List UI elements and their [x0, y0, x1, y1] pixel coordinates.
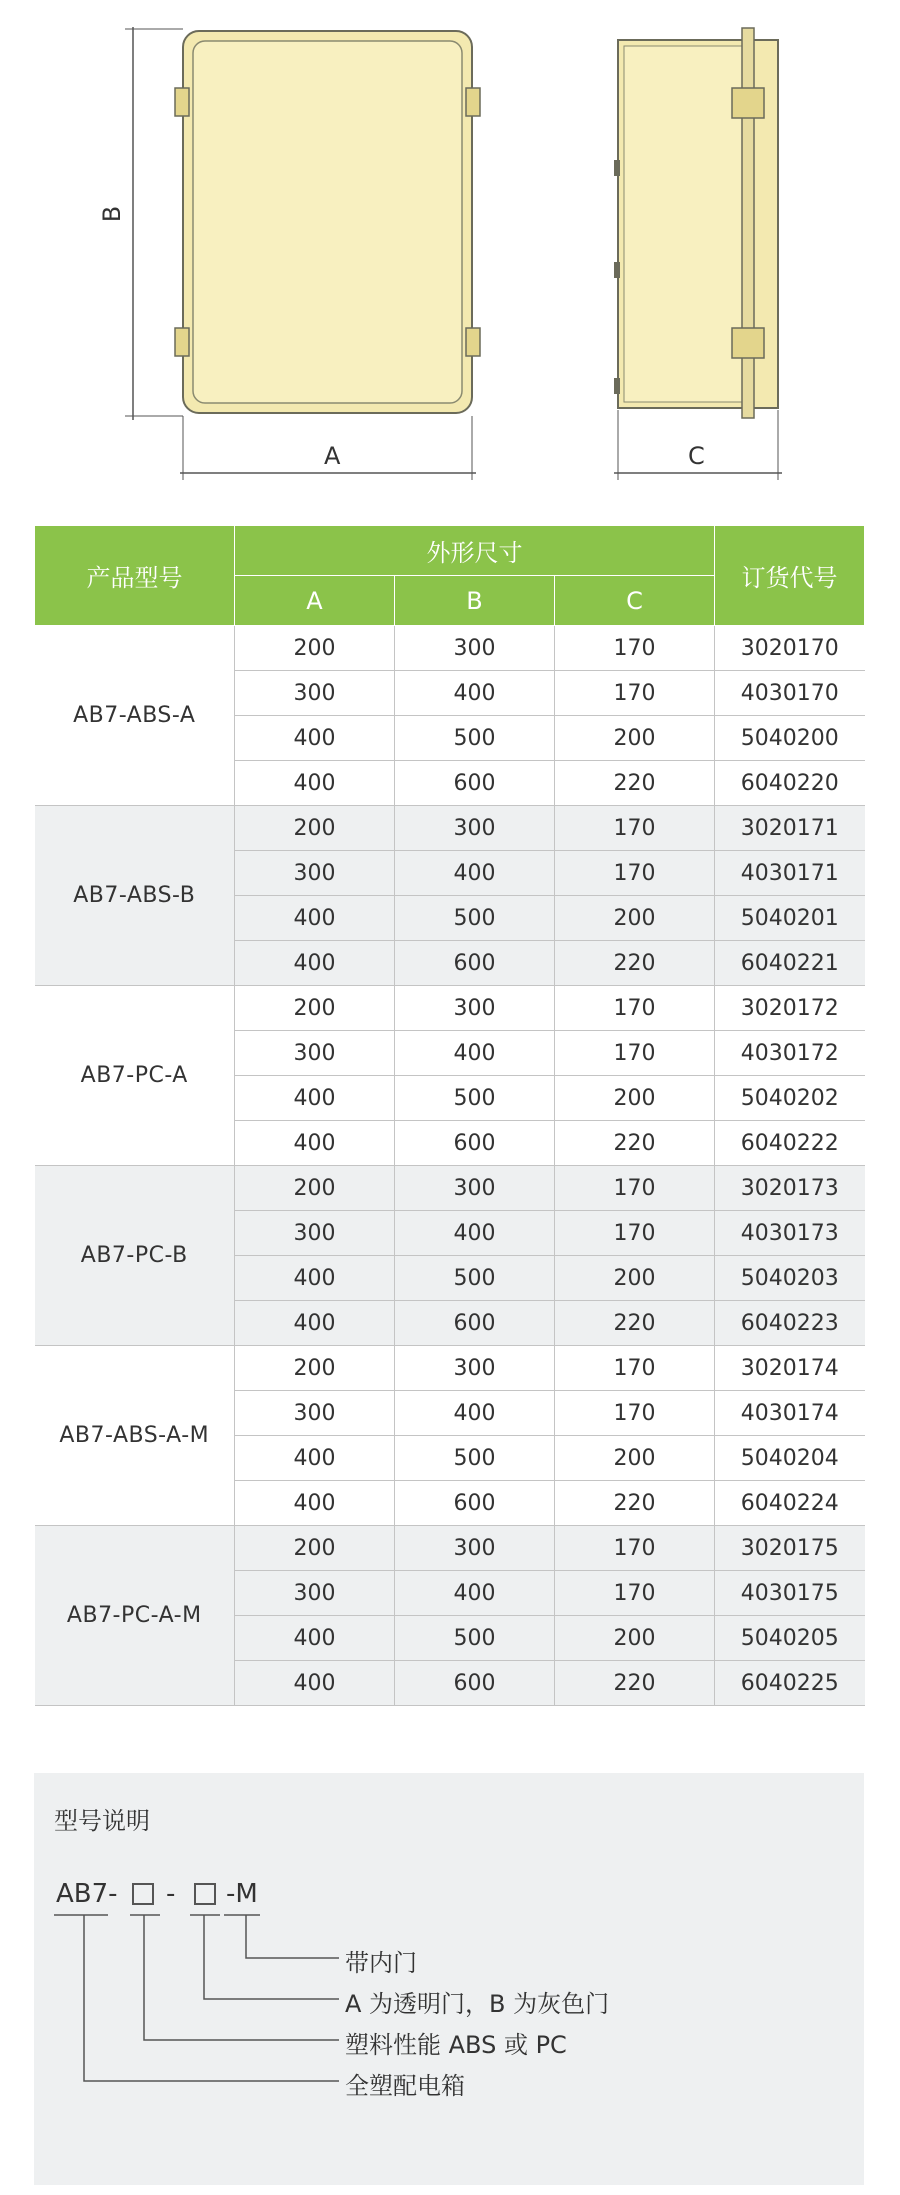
- header-col-c: C: [555, 576, 715, 626]
- model-cell: AB7-PC-A: [35, 986, 235, 1166]
- dimension-c-cell: 200: [555, 896, 715, 941]
- order-code-cell: 3020173: [715, 1166, 865, 1211]
- dimension-a-cell: 400: [235, 716, 395, 761]
- dimension-b-cell: 300: [395, 1346, 555, 1391]
- dimension-a-cell: 200: [235, 1166, 395, 1211]
- order-code-cell: 6040223: [715, 1301, 865, 1346]
- enclosure-drawing: [0, 0, 900, 500]
- dimension-a-cell: 200: [235, 806, 395, 851]
- dimension-a-cell: 400: [235, 896, 395, 941]
- legend-title: 型号说明: [54, 1807, 150, 1835]
- order-code-cell: 4030171: [715, 851, 865, 896]
- dimension-a-cell: 300: [235, 1391, 395, 1436]
- model-cell: AB7-ABS-A: [35, 626, 235, 806]
- dimension-c-cell: 200: [555, 716, 715, 761]
- order-code-cell: 4030170: [715, 671, 865, 716]
- table-header: [35, 526, 865, 626]
- dimension-a-cell: 400: [235, 1436, 395, 1481]
- code-suffix: -M: [226, 1879, 258, 1909]
- dimension-b-cell: 300: [395, 1526, 555, 1571]
- dimension-c-cell: 200: [555, 1616, 715, 1661]
- dimension-a-cell: 400: [235, 1661, 395, 1706]
- order-code-cell: 4030174: [715, 1391, 865, 1436]
- dimension-b-cell: 400: [395, 1571, 555, 1616]
- dimension-label-c: C: [688, 442, 705, 470]
- dimension-c-cell: 220: [555, 1301, 715, 1346]
- dimension-a-cell: 200: [235, 1526, 395, 1571]
- side-view: [614, 28, 782, 480]
- dimension-a-cell: 300: [235, 671, 395, 716]
- dimension-c-cell: 170: [555, 851, 715, 896]
- dimension-c-cell: 220: [555, 1121, 715, 1166]
- dimension-a-cell: 300: [235, 1571, 395, 1616]
- model-cell: AB7-PC-A-M: [35, 1526, 235, 1706]
- dimension-c-cell: 170: [555, 1571, 715, 1616]
- model-group: [35, 1526, 865, 1706]
- header-col-a: A: [235, 576, 395, 626]
- legend-item-enclosure: 全塑配电箱: [345, 2072, 465, 2100]
- latch-icon: [466, 88, 480, 116]
- model-legend: [34, 1773, 864, 2185]
- dimension-c-cell: 170: [555, 1211, 715, 1256]
- header-dimensions: 外形尺寸: [235, 526, 715, 576]
- dimension-label-b: B: [98, 205, 127, 223]
- dimension-a-cell: 200: [235, 986, 395, 1031]
- order-code-cell: 3020170: [715, 626, 865, 671]
- legend-item-material: 塑料性能 ABS 或 PC: [345, 2031, 567, 2059]
- dimension-c-cell: 200: [555, 1256, 715, 1301]
- hinge-icon: [175, 328, 189, 356]
- order-code-cell: 3020172: [715, 986, 865, 1031]
- dimension-c-cell: 170: [555, 671, 715, 716]
- dimension-b-cell: 400: [395, 671, 555, 716]
- model-group: [35, 626, 865, 806]
- dimension-a-cell: 400: [235, 761, 395, 806]
- code-prefix: AB7-: [56, 1879, 118, 1909]
- dimension-b-cell: 600: [395, 761, 555, 806]
- order-code-cell: 5040201: [715, 896, 865, 941]
- dimension-c-cell: 170: [555, 1526, 715, 1571]
- order-code-cell: 6040225: [715, 1661, 865, 1706]
- dimension-b-cell: 500: [395, 896, 555, 941]
- legend-item-door-type: A 为透明门，B 为灰色门: [345, 1990, 610, 2018]
- dimension-c-cell: 170: [555, 626, 715, 671]
- model-cell: AB7-ABS-B: [35, 806, 235, 986]
- dimension-c-cell: 200: [555, 1436, 715, 1481]
- front-view: [125, 27, 480, 480]
- dimension-c-cell: 170: [555, 1031, 715, 1076]
- legend-connector-lines: [34, 1773, 864, 2185]
- dimension-c-cell: 170: [555, 1391, 715, 1436]
- table-row: [35, 626, 865, 671]
- dimension-b-cell: 600: [395, 1661, 555, 1706]
- header-col-b: B: [395, 576, 555, 626]
- dimension-b-cell: 400: [395, 1211, 555, 1256]
- order-code-cell: 3020171: [715, 806, 865, 851]
- dimension-a-cell: 300: [235, 1211, 395, 1256]
- latch-icon: [732, 88, 764, 118]
- model-group: [35, 806, 865, 986]
- dimension-c-cell: 220: [555, 941, 715, 986]
- order-code-cell: 5040204: [715, 1436, 865, 1481]
- dimension-c-cell: 170: [555, 1166, 715, 1211]
- header-model: 产品型号: [35, 526, 235, 626]
- table-row: [35, 1166, 865, 1211]
- dimension-a-cell: 200: [235, 1346, 395, 1391]
- order-code-cell: 5040200: [715, 716, 865, 761]
- order-code-cell: 3020174: [715, 1346, 865, 1391]
- order-code-cell: 6040221: [715, 941, 865, 986]
- model-group: [35, 986, 865, 1166]
- hinge-icon: [175, 88, 189, 116]
- order-code-cell: 4030173: [715, 1211, 865, 1256]
- dimension-b-cell: 300: [395, 626, 555, 671]
- dimension-b-cell: 500: [395, 1076, 555, 1121]
- dimension-c-cell: 220: [555, 1661, 715, 1706]
- dimension-b-cell: 300: [395, 1166, 555, 1211]
- order-code-cell: 4030172: [715, 1031, 865, 1076]
- dimension-b-cell: 400: [395, 1391, 555, 1436]
- dimension-a-cell: 400: [235, 1256, 395, 1301]
- dimension-a-cell: 400: [235, 1616, 395, 1661]
- dimension-b-cell: 500: [395, 1436, 555, 1481]
- order-code-cell: 3020175: [715, 1526, 865, 1571]
- order-code-cell: 5040202: [715, 1076, 865, 1121]
- dimension-c-cell: 220: [555, 761, 715, 806]
- dimension-b-cell: 600: [395, 1301, 555, 1346]
- dimension-c-cell: 170: [555, 986, 715, 1031]
- latch-icon: [732, 328, 764, 358]
- dimension-a-cell: 300: [235, 1031, 395, 1076]
- dimension-b-cell: 600: [395, 941, 555, 986]
- dimension-c-cell: 170: [555, 1346, 715, 1391]
- table-row: [35, 986, 865, 1031]
- order-code-cell: 6040222: [715, 1121, 865, 1166]
- dimension-b-cell: 500: [395, 716, 555, 761]
- dimension-a-cell: 300: [235, 851, 395, 896]
- dimension-a-cell: 200: [235, 626, 395, 671]
- dimension-c-cell: 220: [555, 1481, 715, 1526]
- table-row: [35, 1346, 865, 1391]
- order-code-cell: 6040220: [715, 761, 865, 806]
- table-row: [35, 806, 865, 851]
- dimension-a-cell: 400: [235, 1301, 395, 1346]
- dimension-a-cell: 400: [235, 1076, 395, 1121]
- order-code-cell: 5040203: [715, 1256, 865, 1301]
- dimension-b-cell: 300: [395, 806, 555, 851]
- dimension-b-cell: 500: [395, 1256, 555, 1301]
- dimension-a-cell: 400: [235, 1481, 395, 1526]
- model-group: [35, 1166, 865, 1346]
- table-row: [35, 1526, 865, 1571]
- dimension-b-cell: 500: [395, 1616, 555, 1661]
- dimension-a-cell: 400: [235, 1121, 395, 1166]
- model-cell: AB7-ABS-A-M: [35, 1346, 235, 1526]
- order-code-cell: 6040224: [715, 1481, 865, 1526]
- order-code-cell: 5040205: [715, 1616, 865, 1661]
- dimension-b-cell: 600: [395, 1481, 555, 1526]
- latch-icon: [466, 328, 480, 356]
- dimension-b-cell: 400: [395, 851, 555, 896]
- model-group: [35, 1346, 865, 1526]
- dimension-a-cell: 400: [235, 941, 395, 986]
- dimension-b-cell: 600: [395, 1121, 555, 1166]
- legend-item-inner-door: 带内门: [345, 1949, 417, 1977]
- dimension-label-a: A: [324, 442, 341, 470]
- header-order-code: 订货代号: [715, 526, 865, 626]
- code-separator: -: [166, 1879, 176, 1909]
- dimension-b-cell: 400: [395, 1031, 555, 1076]
- dimension-c-cell: 170: [555, 806, 715, 851]
- model-cell: AB7-PC-B: [35, 1166, 235, 1346]
- spec-table: [34, 525, 865, 1706]
- dimension-b-cell: 300: [395, 986, 555, 1031]
- order-code-cell: 4030175: [715, 1571, 865, 1616]
- dimension-c-cell: 200: [555, 1076, 715, 1121]
